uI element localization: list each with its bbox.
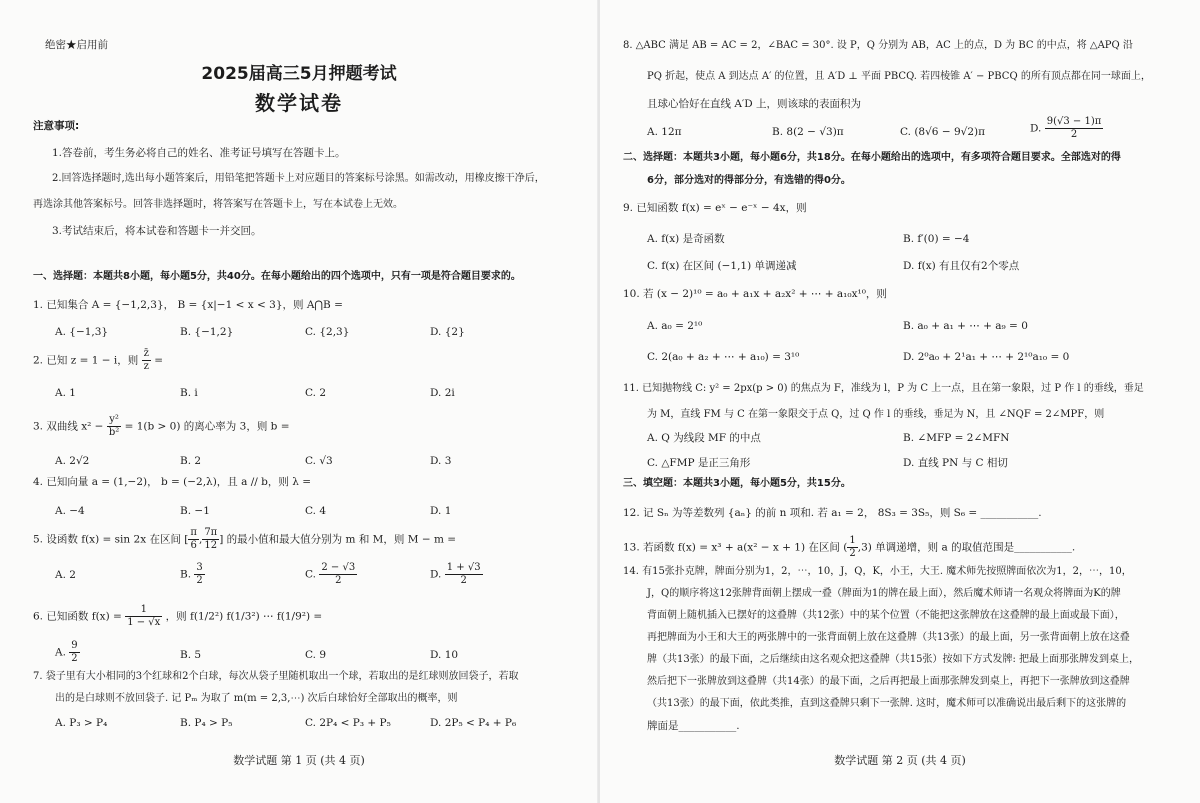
q7-option-b: B. P₄ > P₅ xyxy=(180,717,233,729)
exam-page-2 xyxy=(600,0,1200,803)
q3-option-d: D. 3 xyxy=(430,455,452,467)
question-14-line-7: （共13张）的最下面，依此类推，直到这叠牌只剩下一张牌. 这时，魔术师可以准确说出最后剩下的这张牌的 xyxy=(647,698,1127,709)
exam-page-1 xyxy=(0,0,598,803)
q5-option-d: D. $\frac{1 + √3}{2}$ xyxy=(430,562,481,586)
question-14-line-6: 然后把下一张牌放到这叠牌（共14张）的最下面，之后再把最上面那张牌发到桌上，再把下一张牌放到这叠牌 xyxy=(647,676,1130,687)
q6-option-b: B. 5 xyxy=(180,649,202,661)
confidential-label: 绝密★启用前 xyxy=(45,39,108,51)
q4-option-c: C. 4 xyxy=(305,505,327,517)
q4-option-d: D. 1 xyxy=(430,505,452,517)
question-11-line-1: 11. 已知抛物线 C: y² = 2px(p > 0) 的焦点为 F，准线为 l，P 为 C 上一点，且在第一象限，过 P 作 l 的垂线，垂足 xyxy=(623,383,1144,394)
question-14-line-2: J，Q的顺序将这12张牌背面朝上摆成一叠（牌面为1的牌在最上面），然后魔术师请一名观众将牌面为K的牌 xyxy=(647,588,1121,599)
q6-option-a: A. $\frac{9}{2}$ xyxy=(55,640,78,664)
q9-option-b: B. f′(0) = −4 xyxy=(903,233,970,245)
question-14-line-8: 牌面是___________. xyxy=(647,720,740,732)
question-5-stem: 5. 设函数 f(x) = sin 2x 在区间 [ $\frac{\pi}{6}$ , $\frac{7\pi}{12}$ ] 的最小值和最大值分别为 m 和 M，则 M − m = xyxy=(33,527,457,551)
q5-option-a: A. 2 xyxy=(55,569,76,581)
q5-option-b: B. $\frac{3}{2}$ xyxy=(180,562,203,586)
q4-option-a: A. −4 xyxy=(55,505,85,517)
note-3: 3.考试结束后，将本试卷和答题卡一并交回。 xyxy=(52,225,262,237)
q3-option-a: A. 2√2 xyxy=(55,455,90,467)
q1-option-c: C. {2,3} xyxy=(305,326,350,338)
q2-option-d: D. 2i xyxy=(430,387,455,399)
question-4-stem: 4. 已知向量 a = (1,−2)， b = (−2,λ)，且 a // b，则 λ = xyxy=(33,476,312,488)
section-2-heading: 二、选择题：本题共3小题，每小题6分，共18分。在每小题给出的选项中，有多项符合题目要求。全部选对的得 xyxy=(623,152,1121,163)
q6-option-d: D. 10 xyxy=(430,649,459,661)
q9-option-d: D. f(x) 有且仅有2个零点 xyxy=(903,260,1020,272)
question-11-line-2: 为 M，直线 FM 与 C 在第一象限交于点 Q，过 Q 作 l 的垂线，垂足为 N，且 ∠NQF = 2∠MPF，则 xyxy=(647,409,1105,420)
page-1-footer: 数学试题 第 1 页 (共 4 页) xyxy=(233,754,365,767)
q1-option-b: B. {−1,2} xyxy=(180,326,234,338)
q2-option-c: C. 2 xyxy=(305,387,327,399)
question-14-line-4: 再把牌面为小王和大王的两张牌中的一张背面朝上放在这叠牌（共13张）的最上面，另一张背面朝上放在这叠 xyxy=(647,632,1130,643)
question-14-line-3: 背面朝上随机插入已摆好的这叠牌（共12张）中的某个位置（不能把这张牌放在这叠牌的最上面或最下面）， xyxy=(647,610,1125,621)
question-13-stem: 13. 若函数 f(x) = x³ + a(x² − x + 1) 在区间 ( $\frac{1}{2}$ ,3) 单调递增，则 a 的取值范围是___________. xyxy=(623,535,1076,559)
q8-option-c: C. (8√6 − 9√2)π xyxy=(900,126,986,138)
q3-option-c: C. √3 xyxy=(305,455,333,467)
q11-option-b: B. ∠MFP = 2∠MFN xyxy=(903,432,1010,444)
q10-option-c: C. 2(a₀ + a₂ + ⋯ + a₁₀) = 3¹⁰ xyxy=(647,351,800,363)
note-2-cont: 再选涂其他答案标号。回答非选择题时，将答案写在答题卡上，写在本试卷上无效。 xyxy=(33,199,403,210)
page-2-footer: 数学试题 第 2 页 (共 4 页) xyxy=(834,754,966,767)
question-8-line-2: PQ 折起，使点 A 到达点 A′ 的位置，且 A′D ⊥ 平面 PBCQ. 若四棱锥 A′ − PBCQ 的所有顶点都在同一球面上， xyxy=(647,71,1151,82)
section-2-heading-cont: 6分，部分选对的得部分分，有选错的得0分。 xyxy=(647,175,851,186)
q11-option-c: C. △FMP 是正三角形 xyxy=(647,457,751,469)
section-3-heading: 三、填空题：本题共3小题，每小题5分，共15分。 xyxy=(623,478,851,489)
q5-option-c: C. $\frac{2 - √3}{2}$ xyxy=(305,562,356,586)
q9-option-c: C. f(x) 在区间 (−1,1) 单调递减 xyxy=(647,260,797,272)
q7-option-d: D. 2P₅ < P₄ + P₆ xyxy=(430,717,517,729)
q7-option-c: C. 2P₄ < P₃ + P₅ xyxy=(305,717,391,729)
question-12-stem: 12. 记 Sₙ 为等差数列 {aₙ} 的前 n 项和. 若 a₁ = 2， 8S₃ = 3S₅，则 S₆ = ___________. xyxy=(623,507,1042,519)
exam-subject: 数学试卷 xyxy=(255,91,343,115)
q3-option-b: B. 2 xyxy=(180,455,202,467)
q11-option-d: D. 直线 PN 与 C 相切 xyxy=(903,457,1008,469)
question-6-stem: 6. 已知函数 f(x) = $\frac{1}{1 - √x}$ ，则 f(1/2²) f(1/3²) ⋯ f(1/9²) = xyxy=(33,604,323,628)
notes-heading: 注意事项: xyxy=(33,120,80,132)
question-14-line-1: 14. 有15张扑克牌，牌面分别为1，2，⋯，10，J，Q，K，小王，大王. 魔术师先按照牌面依次为1，2，⋯，10， xyxy=(623,566,1132,577)
q6-option-c: C. 9 xyxy=(305,649,327,661)
q10-option-d: D. 2⁰a₀ + 2¹a₁ + ⋯ + 2¹⁰a₁₀ = 0 xyxy=(903,351,1070,363)
section-1-heading: 一、选择题：本题共8小题，每小题5分，共40分。在每小题给出的四个选项中，只有一项是符合题目要求的。 xyxy=(33,271,521,282)
q8-option-b: B. 8(2 − √3)π xyxy=(772,126,844,138)
question-10-stem: 10. 若 (x − 2)¹⁰ = a₀ + a₁x + a₂x² + ⋯ + a₁₀x¹⁰，则 xyxy=(623,288,887,300)
question-1-stem: 1. 已知集合 A = {−1,2,3}， B = {x|−1 < x < 3}，则 A⋂B = xyxy=(33,299,343,311)
question-3-stem: 3. 双曲线 x² − $\frac{\text{y²}}{\text{b²}}$ = 1(b > 0) 的离心率为 3，则 b = xyxy=(33,414,290,438)
q1-option-d: D. {2} xyxy=(430,326,465,338)
question-9-stem: 9. 已知函数 f(x) = eˣ − e⁻ˣ − 4x，则 xyxy=(623,202,807,214)
q2-option-a: A. 1 xyxy=(55,387,76,399)
q10-option-b: B. a₀ + a₁ + ⋯ + a₉ = 0 xyxy=(903,320,1028,332)
note-2: 2.回答选择题时,选出每小题答案后，用铅笔把答题卡上对应题目的答案标号涂黑。如需改动，用橡皮擦干净后， xyxy=(52,173,545,184)
q8-option-a: A. 12π xyxy=(647,126,682,138)
question-2-stem: 2. 已知 z = 1 − i，则 $\frac{z̄}{z}$ = xyxy=(33,348,163,372)
q7-option-a: A. P₃ > P₄ xyxy=(55,717,108,729)
question-14-line-5: 牌（共13张）的最下面，之后继续由这名观众把这叠牌（共15张）按如下方式发牌: 把最上面那张牌发到桌上， xyxy=(647,654,1139,665)
question-7-line-2: 出的是白球则不放回袋子. 记 Pₘ 为取了 m(m = 2,3,⋯) 次后白球恰好全部取出的概率，则 xyxy=(55,693,458,704)
q9-option-a: A. f(x) 是奇函数 xyxy=(647,233,725,245)
exam-title: 2025届高三5月押题考试 xyxy=(201,64,397,84)
question-7-line-1: 7. 袋子里有大小相同的3个红球和2个白球，每次从袋子里随机取出一个球，若取出的是红球则放回袋子，若取 xyxy=(33,671,519,682)
question-8-line-3: 且球心恰好在直线 A′D 上，则该球的表面积为 xyxy=(647,98,862,110)
q2-option-b: B. i xyxy=(180,387,198,399)
q10-option-a: A. a₀ = 2¹⁰ xyxy=(647,320,703,332)
q1-option-a: A. {−1,3} xyxy=(55,326,109,338)
q4-option-b: B. −1 xyxy=(180,505,210,517)
note-1: 1.答卷前，考生务必将自己的姓名、准考证号填写在答题卡上。 xyxy=(52,147,346,159)
q8-option-d: D. $\frac{9(√3 - 1)\pi}{2}$ xyxy=(1030,116,1102,140)
q11-option-a: A. Q 为线段 MF 的中点 xyxy=(647,432,761,444)
question-8-line-1: 8. △ABC 满足 AB = AC = 2，∠BAC = 30°. 设 P，Q 分别为 AB，AC 上的点，D 为 BC 的中点，将 △APQ 沿 xyxy=(623,40,1133,51)
